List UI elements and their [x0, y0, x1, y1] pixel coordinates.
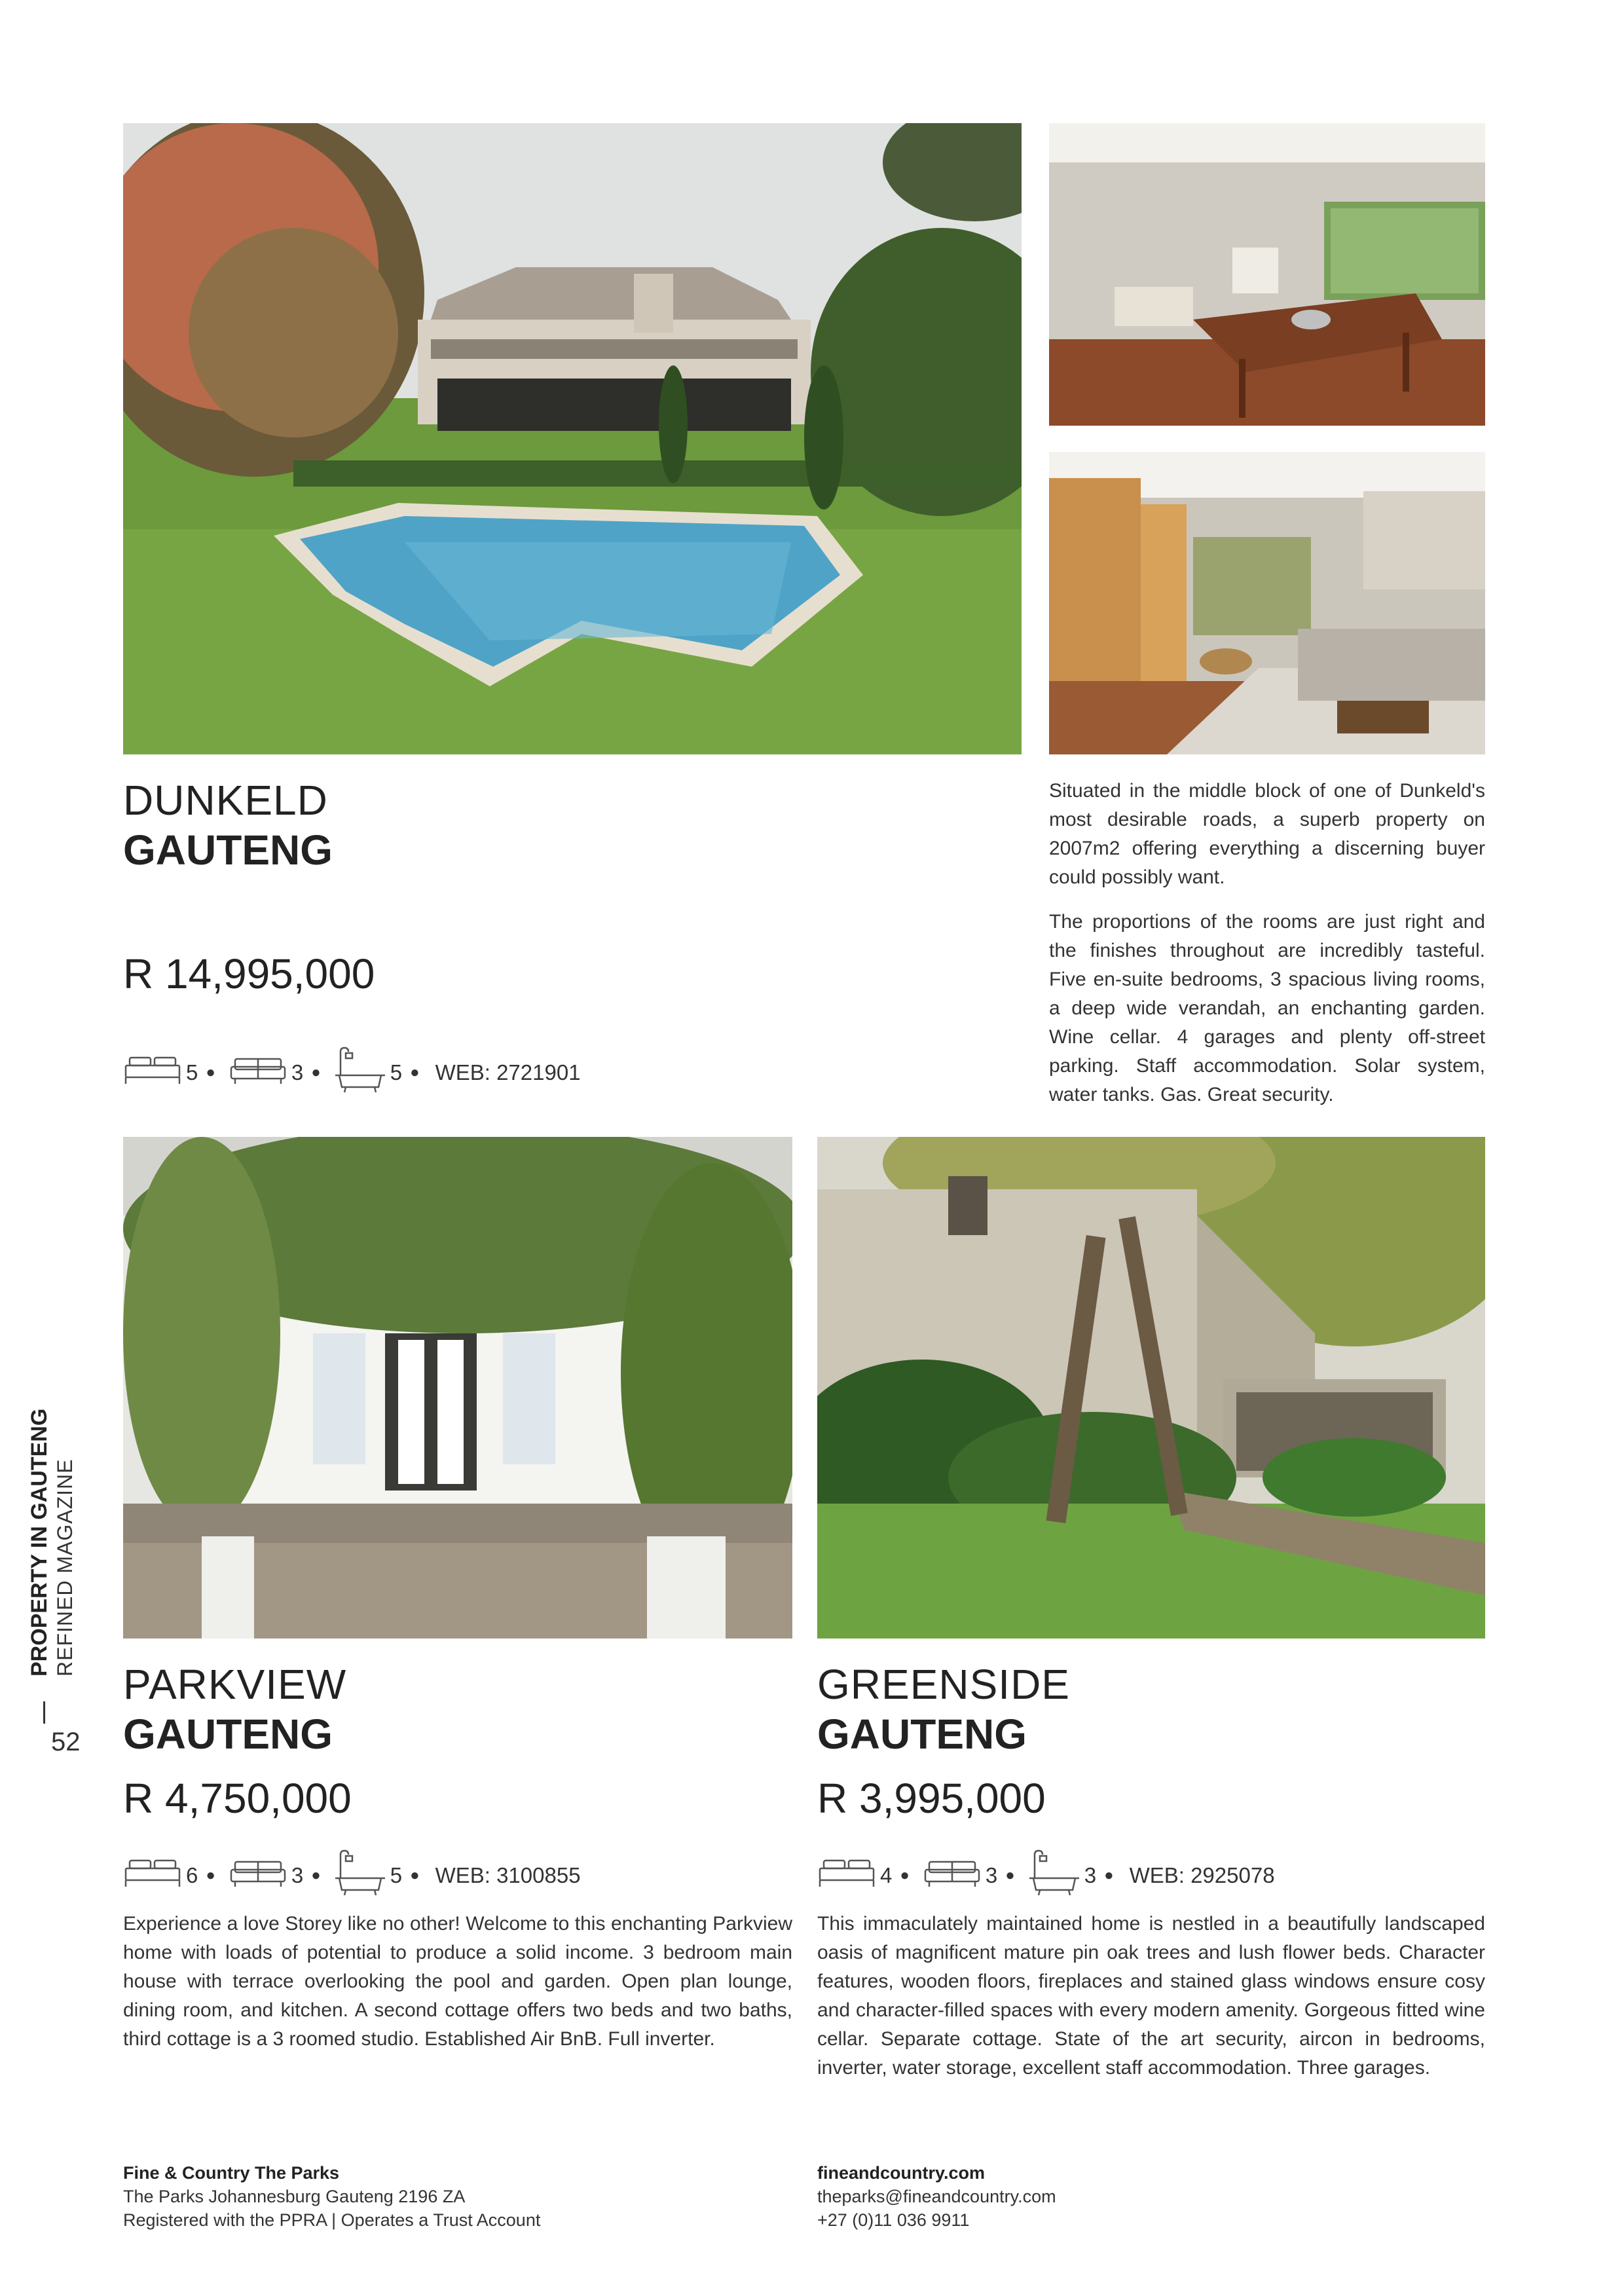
sofa-icon	[923, 1857, 982, 1895]
greenside-heading	[817, 1661, 1070, 1758]
greenside-specs	[817, 1852, 1275, 1899]
footer-address: The Parks Johannesburg Gauteng 2196 ZA	[123, 2187, 466, 2206]
separator-dot: ●	[1104, 1866, 1114, 1884]
listing-town: GREENSIDE	[817, 1661, 1070, 1708]
footer-office	[123, 2161, 540, 2232]
sofa-icon	[229, 1857, 287, 1895]
magazine-section-title: PROPERTY IN GAUTENG	[27, 1408, 52, 1676]
web-reference: WEB: 2925078	[1129, 1863, 1275, 1887]
baths-count: 3	[1084, 1863, 1097, 1887]
receptions-count: 3	[291, 1060, 304, 1084]
page-number: 52	[51, 1728, 81, 1756]
bed-icon	[123, 1054, 182, 1092]
description-paragraph: The proportions of the rooms are just right and the finishes throughout are incredibly tasteful. Five en-suite bedrooms, 3 spacious living rooms, a deep wide verandah, an enchanting garden. Wine cellar. 4 garages and plenty off-street parking. Staff accommodation. Solar system, water tanks. Gas. Great security.	[1049, 911, 1485, 1105]
separator-dot: ●	[206, 1866, 215, 1884]
description-paragraph: Situated in the middle block of one of Dunkeld's most desirable roads, a superb property on 2007m2 offering everything a discerning buyer could possibly want.	[1049, 780, 1485, 888]
separator-dot: ●	[410, 1866, 420, 1884]
greenside-price: R 3,995,000	[817, 1775, 1046, 1822]
footer-company: Fine & Country The Parks	[123, 2163, 340, 2183]
parkview-specs	[123, 1852, 581, 1899]
separator-dot: ●	[311, 1866, 321, 1884]
footer-email-link[interactable]: theparks@fineandcountry.com	[817, 2187, 1056, 2206]
beds-count: 4	[880, 1863, 893, 1887]
listing-region: GAUTENG	[123, 826, 333, 874]
dunkeld-heading	[123, 777, 333, 874]
listing-region: GAUTENG	[123, 1711, 333, 1758]
sofa-icon	[229, 1054, 287, 1092]
web-reference: WEB: 3100855	[435, 1863, 581, 1887]
parkview-heading	[123, 1661, 347, 1758]
footer-website-link[interactable]: fineandcountry.com	[817, 2163, 986, 2183]
greenside-description: This immaculately maintained home is nestled in a beautifully landscaped oasis of magnificent mature pin oak trees and lush flower beds. Character features, wooden floors, fireplaces and stained glass windows ensure cosy and character-filled spaces with every modern amenity. Gorgeous fitted wine cellar. Separate cottage. State of the art security, aircon in bedrooms, inverter, water storage, excellent staff accommodation. Three garages.	[817, 1913, 1485, 2079]
side-label	[26, 1375, 118, 1965]
separator-dot: ●	[1005, 1866, 1015, 1884]
bed-icon	[817, 1857, 876, 1895]
footer-phone[interactable]: +27 (0)11 036 9911	[817, 2210, 970, 2230]
parkview-photo	[123, 1137, 792, 1639]
baths-count: 5	[390, 1060, 403, 1084]
dunkeld-description	[1049, 777, 1485, 1125]
dunkeld-lounge-photo	[1049, 452, 1485, 754]
listing-town: DUNKELD	[123, 777, 328, 824]
baths-count: 5	[390, 1863, 403, 1887]
footer-contact	[817, 2161, 1056, 2232]
dunkeld-specs	[123, 1049, 581, 1096]
bath-icon	[334, 1849, 386, 1902]
listing-region: GAUTENG	[817, 1711, 1027, 1758]
beds-count: 6	[186, 1863, 198, 1887]
footer-registration: Registered with the PPRA | Operates a Trust Account	[123, 2210, 541, 2230]
side-divider	[43, 1701, 45, 1724]
dunkeld-price: R 14,995,000	[123, 950, 375, 997]
listing-town: PARKVIEW	[123, 1661, 347, 1708]
receptions-count: 3	[985, 1863, 998, 1887]
greenside-photo	[817, 1137, 1485, 1639]
separator-dot: ●	[311, 1064, 321, 1081]
magazine-name: REFINED MAGAZINE	[53, 1458, 77, 1676]
separator-dot: ●	[410, 1064, 420, 1081]
bath-icon	[1028, 1849, 1080, 1902]
web-reference: WEB: 2721901	[435, 1060, 581, 1084]
dunkeld-dining-photo	[1049, 123, 1485, 426]
receptions-count: 3	[291, 1863, 304, 1887]
parkview-description: Experience a love Storey like no other! Welcome to this enchanting Parkview home with loads of potential to produce a solid income. 3 bedroom main house with terrace overlooking the pool and garden. Open plan lounge, dining room, and kitchen. A second cottage offers two beds and two baths, third cottage is a 3 roomed studio. Established Air BnB. Full inverter.	[123, 1913, 792, 2050]
bath-icon	[334, 1046, 386, 1099]
separator-dot: ●	[900, 1866, 910, 1884]
parkview-price: R 4,750,000	[123, 1775, 352, 1822]
bed-icon	[123, 1857, 182, 1895]
beds-count: 5	[186, 1060, 198, 1084]
dunkeld-main-photo	[123, 123, 1022, 754]
separator-dot: ●	[206, 1064, 215, 1081]
